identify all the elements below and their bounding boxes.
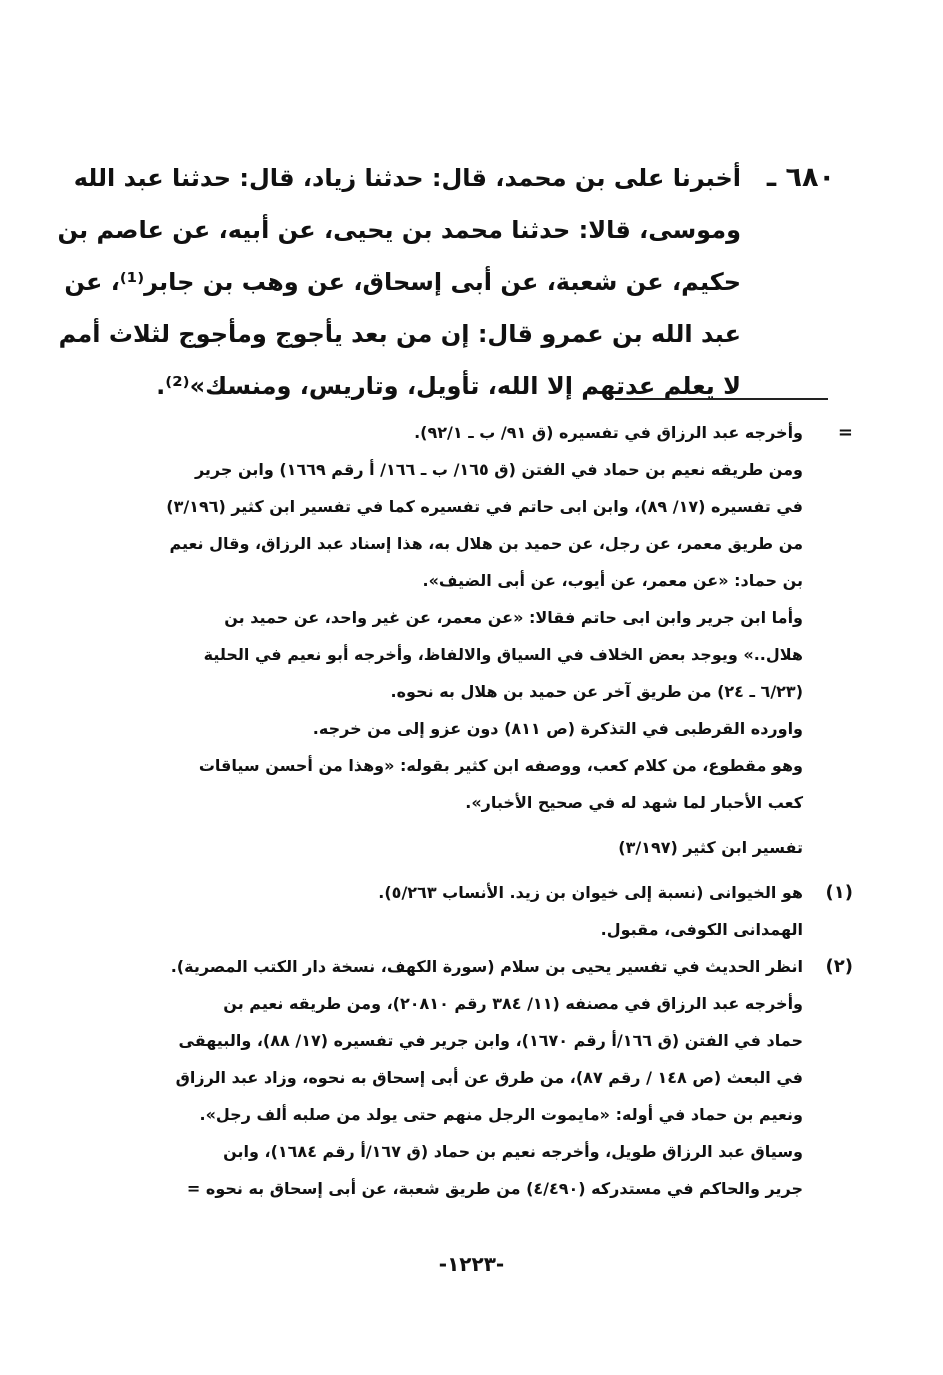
footnote-line: كعب الأحبار لما شهد له في صحيح الأخبار». — [465, 793, 803, 812]
footnote-line: واورده القرطبى في التذكرة (ص ٨١١) دون عزو إلى من خرجه. — [312, 719, 803, 738]
footnote-line: جرير والحاكم في مستدركه (٤/٤٩٠) من طريق شعبة، عن أبى إسحاق به نحوه = — [186, 1179, 803, 1198]
entry-line: عبد الله بن عمرو قال: إن من بعد يأجوج ومأجوج لثلاث أمم — [58, 320, 741, 348]
footnote-2 — [103, 948, 853, 1207]
footnote-line: ونعيم بن حماد في أوله: «مايموت الرجل منهم حتى يولد من صلبه ألف رجل». — [199, 1105, 803, 1124]
footnote-line: الهمدانى الكوفى، مقبول. — [600, 920, 803, 939]
footnote-line: تفسير ابن كثير (٣/١٩٧) — [618, 838, 803, 857]
footnote-line: هو الخيوانى (نسبة إلى خيوان بن زيد. الأنساب ٥/٢٦٣). — [378, 883, 803, 902]
hadith-entry — [57, 152, 835, 412]
footnote-line: (٦/٢٣ ـ ٢٤) من طريق آخر عن حميد بن هلال به نحوه. — [390, 682, 803, 701]
footnote-line: وأخرجه عبد الرزاق في تفسيره (ق ٩١/ ب ـ ٩٢/١). — [414, 423, 803, 442]
entry-line: حكيم، عن شعبة، عن أبى إسحاق، عن وهب بن جابر⁽¹⁾، عن — [64, 268, 741, 296]
footnote-line: من طريق معمر، عن رجل، عن حميد بن هلال به، هذا إسناد عبد الرزاق، وقال نعيم — [169, 534, 803, 553]
footnote-2-marker: (٢) — [825, 956, 853, 977]
page-number: -١٢٢٣- — [438, 1252, 505, 1276]
entry-text — [57, 152, 741, 412]
footnote-line: حماد في الفتن (ق ١٦٦/أ رقم ١٦٧٠)، وابن جرير في تفسيره (١٧/ ٨٨)، والبيهقى — [178, 1031, 803, 1050]
footnotes — [103, 414, 853, 1207]
footnote-line: في تفسيره (١٧/ ٨٩)، وابن ابى حاتم في تفسيره كما في تفسير ابن كثير (٣/١٩٦) — [166, 497, 803, 516]
footnote-1 — [103, 874, 853, 948]
footnote-line: وسياق عبد الرزاق طويل، وأخرجه نعيم بن حماد (ق ١٦٧/أ رقم ١٦٨٤)، وابن — [223, 1142, 803, 1161]
entry-number: ٦٨٠ ـ — [766, 162, 835, 193]
footnote-continuation — [103, 414, 853, 866]
footnote-line: بن حماد: «عن معمر، عن أيوب، عن أبى الضيف». — [422, 571, 803, 590]
entry-line: لا يعلم عدتهم إلا الله، تأويل، وتاريس، ومنسك»⁽²⁾. — [156, 372, 741, 400]
footnote-line: ومن طريقه نعيم بن حماد في الفتن (ق ١٦٥/ ب ـ ١٦٦/ أ رقم ١٦٦٩) وابن جرير — [194, 460, 803, 479]
continuation-marker: = — [837, 422, 853, 443]
footnote-separator — [615, 398, 828, 400]
footnote-line: وهو مقطوع، من كلام كعب، ووصفه ابن كثير بقوله: «وهذا من أحسن سياقات — [198, 756, 803, 775]
footnote-line: انظر الحديث في تفسير يحيى بن سلام (سورة الكهف، نسخة دار الكتب المصرية). — [170, 957, 803, 976]
footnote-line: وأخرجه عبد الرزاق في مصنفه (١١/ ٣٨٤ رقم ٢٠٨١٠)، ومن طريقه نعيم بن — [223, 994, 803, 1013]
entry-line: وموسى، قالا: حدثنا محمد بن يحيى، عن أبيه، عن عاصم بن — [57, 216, 741, 244]
footnote-line: هلال..» ويوجد بعض الخلاف في السياق والالفاظ، وأخرجه أبو نعيم في الحلية — [203, 645, 803, 664]
footnote-line: وأما ابن جرير وابن ابى حاتم فقالا: «عن معمر، عن غير واحد، عن حميد بن — [224, 608, 803, 627]
footnote-1-marker: (١) — [825, 882, 853, 903]
entry-line: أخبرنا على بن محمد، قال: حدثنا زياد، قال: حدثنا عبد الله — [73, 164, 741, 192]
footnote-line: في البعث (ص ١٤٨ / رقم ٨٧)، من طرق عن أبى إسحاق به نحوه، وزاد عبد الرزاق — [175, 1068, 803, 1087]
